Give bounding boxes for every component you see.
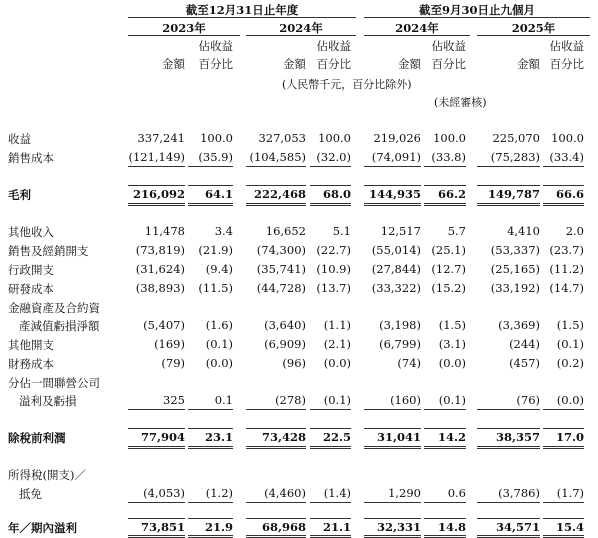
total-rule-top	[477, 185, 540, 186]
percent-cell: 5.1	[332, 224, 351, 238]
total-rule-top	[246, 185, 306, 186]
total-rule-top	[188, 428, 233, 429]
amount-cell: 222,468	[253, 187, 306, 201]
currency-note: (人民幣千元，百分比除外)	[282, 78, 412, 91]
total-rule-double	[310, 446, 351, 449]
period-underline-fy	[128, 17, 356, 18]
subtotal-rule	[246, 502, 306, 503]
amount-cell: (104,585)	[249, 150, 306, 164]
amount-cell: 38,357	[495, 430, 540, 444]
subtotal-rule	[424, 502, 466, 503]
percent-column-header-line2: 百分比	[198, 57, 233, 71]
subtotal-rule	[364, 166, 421, 167]
amount-column-header: 金額	[162, 57, 185, 71]
percent-cell: (14.7)	[549, 281, 584, 295]
percent-cell: 21.1	[322, 520, 351, 534]
total-rule-top	[246, 518, 306, 519]
amount-cell: (33,322)	[371, 281, 421, 295]
year-underline-2024-9m	[364, 35, 470, 36]
percent-cell: (1.6)	[205, 318, 233, 332]
subtotal-rule	[477, 409, 540, 410]
amount-cell: (3,786)	[498, 486, 540, 500]
percent-column-header-line2: 百分比	[549, 57, 584, 71]
amount-cell: (3,640)	[264, 318, 306, 332]
total-rule-top	[364, 428, 421, 429]
percent-cell: (1.5)	[438, 318, 466, 332]
percent-cell: 100.0	[433, 131, 466, 145]
amount-column-header: 金額	[283, 57, 306, 71]
subtotal-rule	[128, 409, 185, 410]
total-rule-double	[364, 203, 421, 206]
amount-cell: 31,041	[376, 430, 421, 444]
percent-cell: (10.9)	[316, 262, 351, 276]
percent-column-header-line1: 佔收益	[198, 39, 233, 53]
amount-cell: 32,331	[376, 520, 421, 534]
percent-cell: (11.2)	[549, 262, 584, 276]
amount-cell: 337,241	[137, 131, 185, 145]
subtotal-rule	[543, 409, 584, 410]
total-rule-top	[188, 185, 233, 186]
percent-cell: 5.7	[447, 224, 466, 238]
amount-cell: (5,407)	[143, 318, 185, 332]
subtotal-rule	[188, 409, 233, 410]
percent-cell: 68.0	[322, 187, 351, 201]
percent-cell: (1.1)	[323, 318, 351, 332]
subtotal-rule	[246, 166, 306, 167]
percent-cell: 22.5	[322, 430, 351, 444]
amount-cell: (6,799)	[379, 337, 421, 351]
amount-cell: 144,935	[368, 187, 421, 201]
percent-cell: (12.7)	[431, 262, 466, 276]
amount-cell: 68,968	[261, 520, 306, 534]
total-rule-top	[128, 185, 185, 186]
percent-cell: 14.2	[437, 430, 466, 444]
amount-cell: (27,844)	[371, 262, 421, 276]
amount-cell: (74)	[397, 356, 421, 370]
amount-cell: (25,165)	[490, 262, 540, 276]
percent-cell: (2.1)	[323, 337, 351, 351]
total-rule-double	[424, 446, 466, 449]
percent-cell: 0.1	[214, 393, 233, 407]
amount-cell: 327,053	[258, 131, 306, 145]
total-rule-top	[310, 518, 351, 519]
total-rule-double	[477, 446, 540, 449]
total-rule-double	[188, 203, 233, 206]
percent-cell: (9.4)	[205, 262, 233, 276]
amount-column-header: 金額	[517, 57, 540, 71]
amount-cell: (74,300)	[256, 243, 306, 257]
subtotal-rule	[310, 166, 351, 167]
subtotal-rule	[128, 166, 185, 167]
total-rule-top	[477, 518, 540, 519]
percent-cell: 23.1	[204, 430, 233, 444]
row-label: 年／期內溢利	[8, 521, 77, 535]
amount-cell: (160)	[390, 393, 421, 407]
amount-column-header: 金額	[398, 57, 421, 71]
amount-cell: (76)	[516, 393, 540, 407]
amount-cell: (169)	[154, 337, 185, 351]
total-rule-top	[543, 518, 584, 519]
total-rule-top	[477, 428, 540, 429]
percent-cell: 100.0	[200, 131, 233, 145]
amount-cell: 225,070	[492, 131, 540, 145]
row-label: 產減值虧損淨額	[19, 319, 100, 333]
total-rule-double	[424, 203, 466, 206]
year-underline-2024-fy	[246, 35, 356, 36]
percent-cell: (0.1)	[205, 337, 233, 351]
percent-column-header-line2: 百分比	[431, 57, 466, 71]
total-rule-top	[128, 428, 185, 429]
row-label: 收益	[8, 132, 31, 146]
amount-cell: 219,026	[373, 131, 421, 145]
amount-cell: 11,478	[144, 224, 185, 238]
amount-cell: 16,652	[265, 224, 306, 238]
percent-cell: 2.0	[565, 224, 584, 238]
percent-column-header-line2: 百分比	[316, 57, 351, 71]
amount-cell: (4,053)	[143, 486, 185, 500]
year-underline-2023	[128, 35, 240, 36]
unaudited-note: (未經審核)	[434, 96, 487, 109]
total-rule-top	[128, 518, 185, 519]
subtotal-rule	[188, 166, 233, 167]
total-rule-top	[364, 185, 421, 186]
percent-cell: (0.2)	[556, 356, 584, 370]
percent-cell: (23.7)	[549, 243, 584, 257]
amount-cell: 34,571	[495, 520, 540, 534]
subtotal-rule	[424, 166, 466, 167]
amount-cell: (6,909)	[264, 337, 306, 351]
percent-cell: (32.0)	[316, 150, 351, 164]
percent-cell: (33.4)	[549, 150, 584, 164]
percent-cell: (0.0)	[556, 393, 584, 407]
percent-cell: 100.0	[551, 131, 584, 145]
total-rule-double	[543, 203, 584, 206]
amount-cell: 325	[163, 393, 185, 407]
amount-cell: (3,369)	[498, 318, 540, 332]
total-rule-double	[188, 446, 233, 449]
row-label: 銷售及經銷開支	[8, 244, 89, 258]
amount-cell: 77,904	[140, 430, 185, 444]
amount-cell: (121,149)	[128, 150, 185, 164]
percent-cell: 64.1	[204, 187, 233, 201]
total-rule-double	[477, 203, 540, 206]
row-label: 所得稅(開支)／	[8, 468, 86, 482]
percent-cell: (3.1)	[438, 337, 466, 351]
percent-cell: 21.9	[204, 520, 233, 534]
amount-cell: (44,728)	[256, 281, 306, 295]
percent-cell: (0.1)	[556, 337, 584, 351]
percent-cell: 3.4	[214, 224, 233, 238]
amount-cell: (75,283)	[490, 150, 540, 164]
row-label: 行政開支	[8, 263, 54, 277]
total-rule-top	[424, 428, 466, 429]
period-header-9m: 截至9月30日止九個月	[418, 3, 535, 17]
percent-cell: 17.0	[555, 430, 584, 444]
subtotal-rule	[364, 502, 421, 503]
amount-cell: (38,893)	[135, 281, 185, 295]
total-rule-double	[246, 446, 306, 449]
year-header-2023: 2023年	[162, 21, 206, 35]
year-header-2024-fy: 2024年	[279, 21, 323, 35]
amount-cell: (96)	[282, 356, 306, 370]
subtotal-rule	[477, 166, 540, 167]
subtotal-rule	[310, 502, 351, 503]
percent-cell: 66.2	[437, 187, 466, 201]
amount-cell: (53,337)	[490, 243, 540, 257]
percent-column-header-line1: 佔收益	[431, 39, 466, 53]
year-header-2025: 2025年	[511, 21, 556, 35]
total-rule-top	[188, 518, 233, 519]
percent-cell: (21.9)	[198, 243, 233, 257]
percent-cell: (1.4)	[323, 486, 351, 500]
percent-cell: (22.7)	[316, 243, 351, 257]
total-rule-double	[310, 203, 351, 206]
subtotal-rule	[424, 409, 466, 410]
row-label: 財務成本	[8, 357, 54, 371]
percent-cell: (13.7)	[316, 281, 351, 295]
row-label: 銷售成本	[8, 151, 54, 165]
percent-cell: (35.9)	[198, 150, 233, 164]
amount-cell: (457)	[509, 356, 540, 370]
amount-cell: 149,787	[487, 187, 540, 201]
total-rule-top	[424, 518, 466, 519]
percent-cell: (0.1)	[438, 393, 466, 407]
amount-cell: 73,428	[261, 430, 306, 444]
percent-cell: (33.8)	[431, 150, 466, 164]
percent-cell: (15.2)	[431, 281, 466, 295]
period-underline-9m	[364, 17, 590, 18]
amount-cell: 216,092	[132, 187, 185, 201]
total-rule-double	[364, 446, 421, 449]
year-header-2024-9m: 2024年	[395, 21, 439, 35]
percent-cell: (1.2)	[205, 486, 233, 500]
percent-cell: (0.0)	[205, 356, 233, 370]
total-rule-top	[364, 518, 421, 519]
percent-column-header-line1: 佔收益	[316, 39, 351, 53]
total-rule-top	[543, 428, 584, 429]
total-rule-double	[246, 203, 306, 206]
amount-cell: (4,460)	[264, 486, 306, 500]
amount-cell: (73,819)	[135, 243, 185, 257]
percent-cell: 14.8	[437, 520, 466, 534]
total-rule-top	[310, 428, 351, 429]
amount-cell: (278)	[275, 393, 306, 407]
amount-cell: (79)	[161, 356, 185, 370]
percent-cell: (1.7)	[556, 486, 584, 500]
percent-cell: (0.0)	[438, 356, 466, 370]
subtotal-rule	[364, 409, 421, 410]
amount-cell: (244)	[509, 337, 540, 351]
subtotal-rule	[128, 502, 185, 503]
percent-cell: (0.1)	[323, 393, 351, 407]
percent-cell: (11.5)	[198, 281, 233, 295]
row-label: 其他開支	[8, 338, 54, 352]
total-rule-double	[128, 203, 185, 206]
amount-cell: 4,410	[507, 224, 540, 238]
percent-column-header-line1: 佔收益	[549, 39, 584, 53]
amount-cell: 73,851	[140, 520, 185, 534]
percent-cell: 0.6	[447, 486, 466, 500]
row-label: 金融資產及合約資	[8, 301, 100, 315]
percent-cell: 66.6	[555, 187, 584, 201]
year-underline-2025	[477, 35, 590, 36]
total-rule-top	[543, 185, 584, 186]
subtotal-rule	[246, 409, 306, 410]
percent-cell: (1.5)	[556, 318, 584, 332]
amount-cell: (35,741)	[256, 262, 306, 276]
amount-cell: (33,192)	[490, 281, 540, 295]
subtotal-rule	[188, 502, 233, 503]
percent-cell: 100.0	[318, 131, 351, 145]
amount-cell: (3,198)	[379, 318, 421, 332]
subtotal-rule	[310, 409, 351, 410]
period-header-fy: 截至12月31日止年度	[185, 3, 299, 17]
row-label: 其他收入	[8, 225, 54, 239]
amount-cell: (31,624)	[135, 262, 185, 276]
row-label: 溢利及虧損	[19, 394, 77, 408]
subtotal-rule	[543, 502, 584, 503]
amount-cell: 1,290	[388, 486, 421, 500]
row-label: 抵免	[19, 487, 42, 501]
total-rule-top	[310, 185, 351, 186]
percent-cell: (25.1)	[431, 243, 466, 257]
amount-cell: 12,517	[380, 224, 421, 238]
subtotal-rule	[477, 502, 540, 503]
percent-cell: (0.0)	[323, 356, 351, 370]
row-label: 研發成本	[8, 282, 54, 296]
subtotal-rule	[543, 166, 584, 167]
total-rule-top	[424, 185, 466, 186]
amount-cell: (55,014)	[371, 243, 421, 257]
total-rule-top	[246, 428, 306, 429]
total-rule-double	[543, 446, 584, 449]
amount-cell: (74,091)	[371, 150, 421, 164]
row-label: 分佔一間聯營公司	[8, 376, 100, 390]
total-rule-double	[128, 446, 185, 449]
row-label: 毛利	[8, 188, 31, 202]
percent-cell: 15.4	[555, 520, 584, 534]
row-label: 除稅前利潤	[8, 431, 66, 445]
